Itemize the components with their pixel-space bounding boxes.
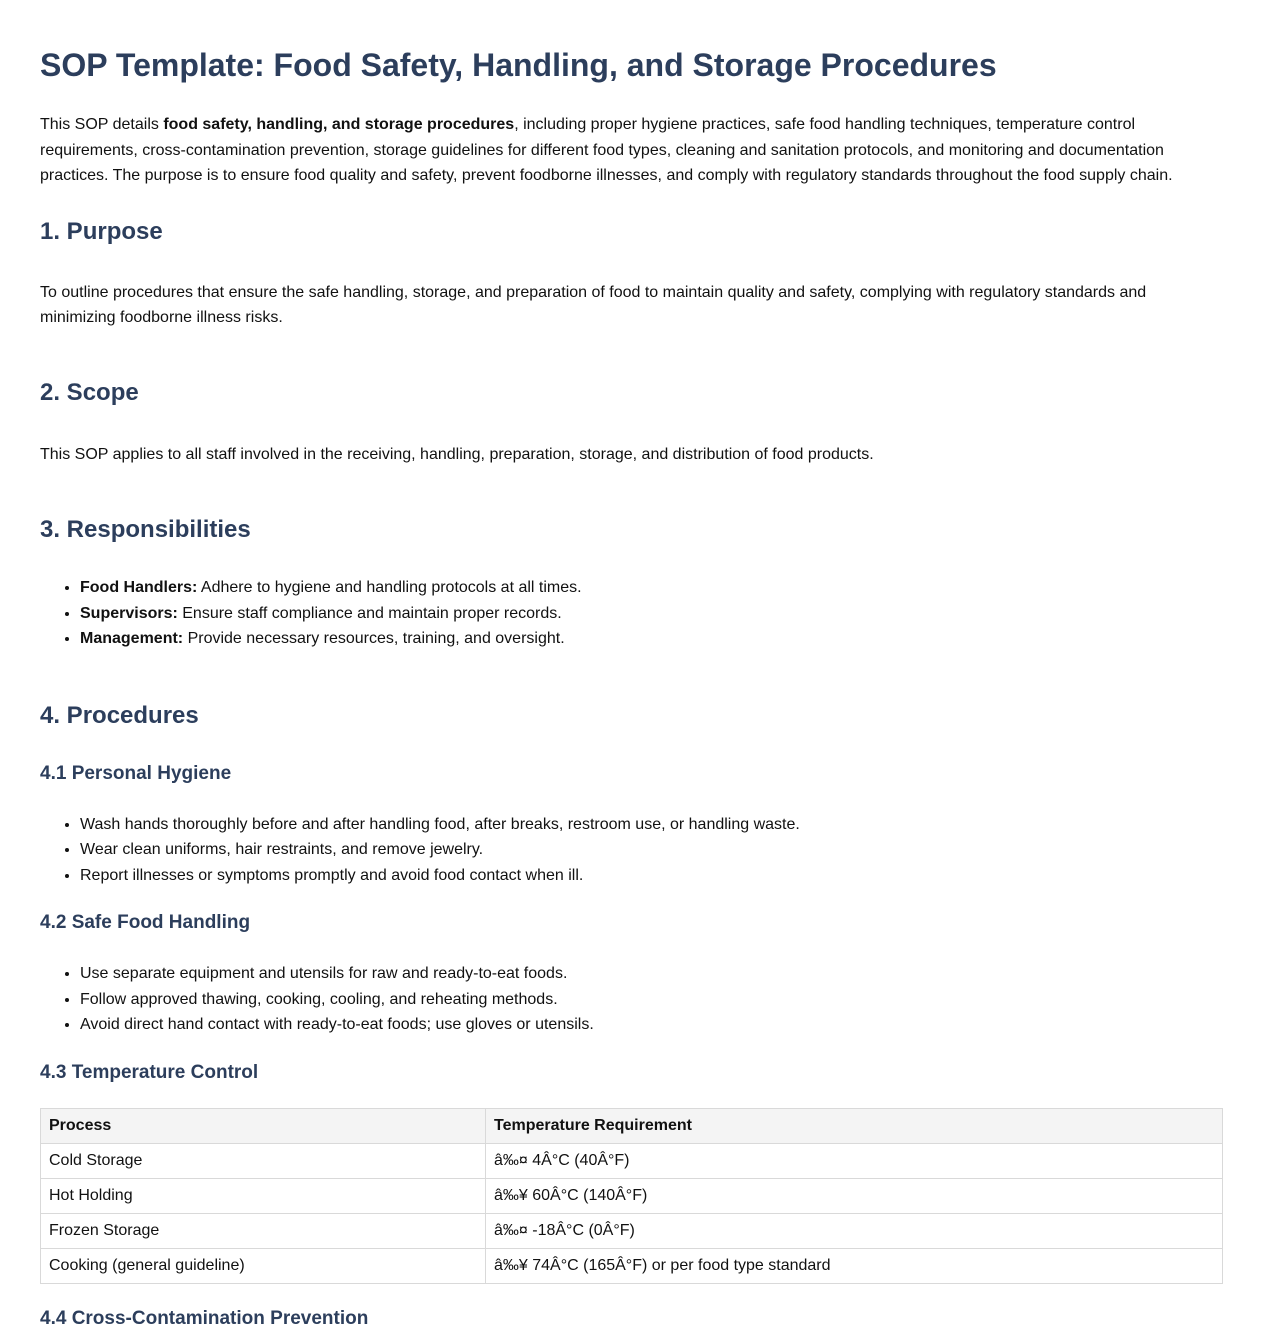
intro-bold-text: food safety, handling, and storage procedures (163, 116, 515, 133)
temperature-cell: â‰¥ 60Â°C (140Â°F) (486, 1178, 1223, 1213)
temperature-cell: â‰¤ 4Â°C (40Â°F) (486, 1143, 1223, 1178)
temperature-cell: â‰¥ 74Â°C (165Â°F) or per food type standard (486, 1248, 1223, 1283)
column-header-temperature: Temperature Requirement (486, 1108, 1223, 1143)
list-item: • Avoid direct hand contact with ready-to-eat foods; use gloves or utensils. (80, 1012, 1223, 1038)
scope-heading: 2. Scope (40, 378, 139, 406)
purpose-heading: 1. Purpose (40, 217, 163, 245)
process-cell: Cooking (general guideline) (41, 1248, 486, 1283)
list-item (80, 626, 1223, 652)
cross-contamination-heading: 4.4 Cross-Contamination Prevention (40, 1307, 369, 1329)
table-row (41, 1143, 1223, 1178)
role-text: Ensure staff compliance and maintain proper records. (177, 604, 562, 622)
responsibilities-heading: 3. Responsibilities (40, 516, 251, 543)
list-item (80, 575, 1223, 601)
list-item (80, 601, 1223, 627)
column-header-process: Process (41, 1108, 486, 1143)
process-cell: Frozen Storage (41, 1213, 486, 1248)
table-row (41, 1178, 1223, 1213)
process-cell: Cold Storage (41, 1143, 486, 1178)
list-item: • Wash hands thoroughly before and after handling food, after breaks, restroom use, or handling waste. (80, 812, 1223, 838)
role-label: Management: (80, 630, 184, 647)
page-title: SOP Template: Food Safety, Handling, and Storage Procedures (40, 47, 997, 83)
temperature-cell: â‰¤ -18Â°C (0Â°F) (486, 1213, 1223, 1248)
procedures-heading: 4. Procedures (40, 701, 199, 729)
list-item: • Report illnesses or symptoms promptly and avoid food contact when ill. (80, 863, 1223, 889)
intro-paragraph (40, 112, 1223, 189)
role-text: Adhere to hygiene and handling protocols at all times. (197, 579, 582, 596)
role-text: Provide necessary resources, training, and oversight. (183, 630, 565, 647)
list-item: • Follow approved thawing, cooking, cooling, and reheating methods. (80, 987, 1223, 1013)
process-cell: Hot Holding (41, 1178, 486, 1213)
list-item: • Use separate equipment and utensils for raw and ready-to-eat foods. (80, 961, 1223, 987)
role-label: Food Handlers: (80, 579, 198, 596)
scope-text: This SOP applies to all staff involved in the receiving, handling, preparation, storage, and distribution of food products. (40, 445, 874, 463)
temperature-heading: 4.3 Temperature Control (40, 1061, 259, 1083)
table-row (41, 1248, 1223, 1283)
list-item: • Wear clean uniforms, hair restraints, and remove jewelry. (80, 837, 1223, 863)
hygiene-list (40, 812, 1223, 889)
table-header-row (41, 1108, 1223, 1143)
intro-text-start: This SOP details (40, 116, 164, 133)
handling-list (40, 961, 1223, 1038)
hygiene-heading: 4.1 Personal Hygiene (40, 762, 232, 784)
role-label: Supervisors: (80, 604, 178, 622)
temperature-table (40, 1108, 1223, 1284)
purpose-text: To outline procedures that ensure the safe handling, storage, and preparation of food to maintain quality and safety, complying with regulatory standards and minimizing foodborne illness risks. (40, 283, 1147, 326)
intro-text-end: , including proper hygiene practices, safe food handling techniques, temperature control requirements, cross-contamination prevention, storage guidelines for different food types, cleaning and sanitation protocols, and monitoring and documentation practices. The purpose is to ensure food quality and safety, prevent foodborne illnesses, and comply with regulatory standards throughout the food supply chain. (40, 116, 1173, 184)
responsibilities-list (40, 575, 1223, 652)
handling-heading: 4.2 Safe Food Handling (40, 912, 251, 933)
